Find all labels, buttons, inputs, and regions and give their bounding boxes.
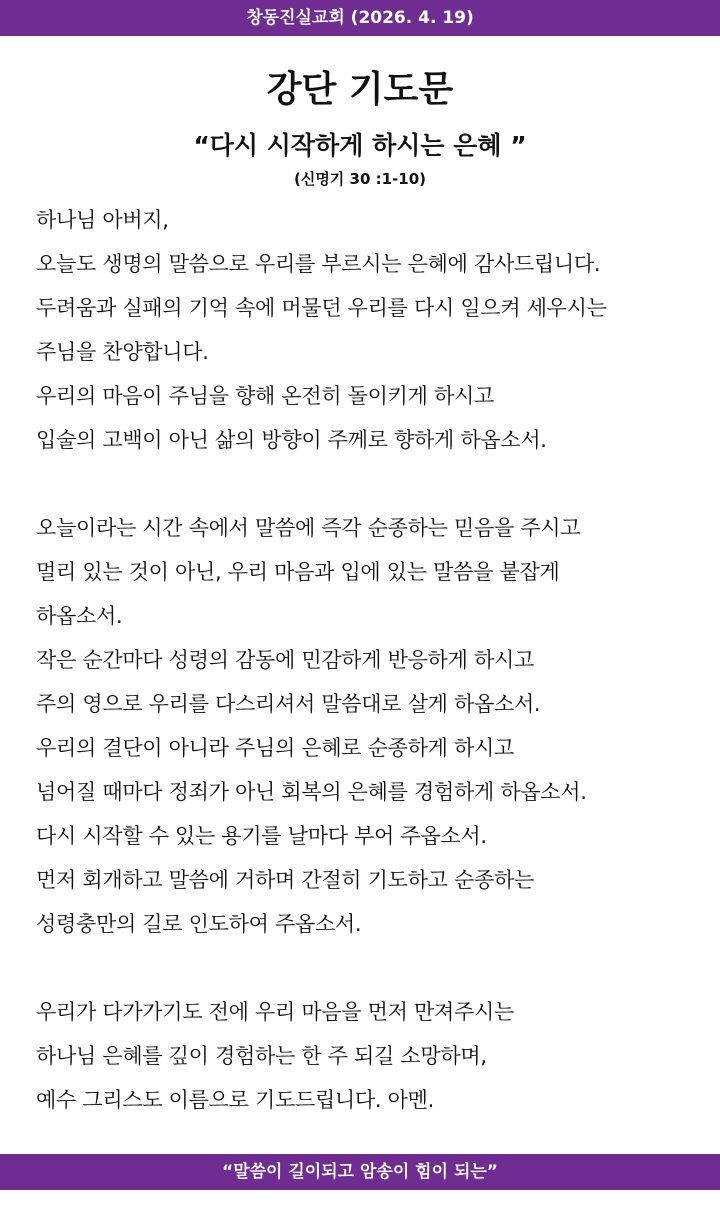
prayer-line: 오늘이라는 시간 속에서 말씀에 즉각 순종하는 믿음을 주시고 xyxy=(36,516,581,540)
prayer-subtitle: “다시 시작하게 하시는 은혜 ” xyxy=(193,131,527,160)
prayer-line: 하옵소서. xyxy=(36,604,123,628)
prayer-line: 다시 시작할 수 있는 용기를 날마다 부어 주옵소서. xyxy=(36,824,487,848)
prayer-line: 우리의 마음이 주님을 향해 온전히 돌이키게 하시고 xyxy=(36,384,494,408)
prayer-line: 예수 그리스도 이름으로 기도드립니다. 아멘. xyxy=(36,1088,434,1112)
church-date-label: 창동진실교회 (2026. 4. 19) xyxy=(246,8,474,28)
prayer-line: 주님을 찬양합니다. xyxy=(36,340,209,364)
prayer-line: 하나님 아버지, xyxy=(36,208,169,232)
paragraph-gap xyxy=(36,946,706,990)
prayer-line: 두려움과 실패의 기억 속에 머물던 우리를 다시 일으켜 세우시는 xyxy=(36,296,607,320)
prayer-line: 넘어질 때마다 정죄가 아닌 회복의 은혜를 경험하게 하옵소서. xyxy=(36,780,587,804)
prayer-line: 하나님 은혜를 깊이 경험하는 한 주 되길 소망하며, xyxy=(36,1044,487,1068)
header-bar xyxy=(0,0,720,36)
prayer-body xyxy=(36,198,706,1122)
scripture-reference: (신명기 30 :1-10) xyxy=(293,170,427,188)
prayer-line: 먼저 회개하고 말씀에 거하며 간절히 기도하고 순종하는 xyxy=(36,868,534,892)
footer-bar xyxy=(0,1154,720,1190)
prayer-line: 우리가 다가가기도 전에 우리 마음을 먼저 만져주시는 xyxy=(36,1000,514,1024)
prayer-line: 멀리 있는 것이 아닌, 우리 마음과 입에 있는 말씀을 붙잡게 xyxy=(36,560,560,584)
prayer-line: 오늘도 생명의 말씀으로 우리를 부르시는 은혜에 감사드립니다. xyxy=(36,252,601,276)
prayer-line: 우리의 결단이 아니라 주님의 은혜로 순종하게 하시고 xyxy=(36,736,514,760)
footer-motto: “말씀이 길이되고 암송이 힘이 되는” xyxy=(222,1162,498,1182)
prayer-line: 주의 영으로 우리를 다스리셔서 말씀대로 살게 하옵소서. xyxy=(36,692,541,716)
page-title: 강단 기도문 xyxy=(266,69,454,110)
prayer-line: 작은 순간마다 성령의 감동에 민감하게 반응하게 하시고 xyxy=(36,648,534,672)
paragraph-gap xyxy=(36,462,706,506)
prayer-line: 성령충만의 길로 인도하여 주옵소서. xyxy=(36,912,362,936)
prayer-line: 입술의 고백이 아닌 삶의 방향이 주께로 향하게 하옵소서. xyxy=(36,428,547,452)
